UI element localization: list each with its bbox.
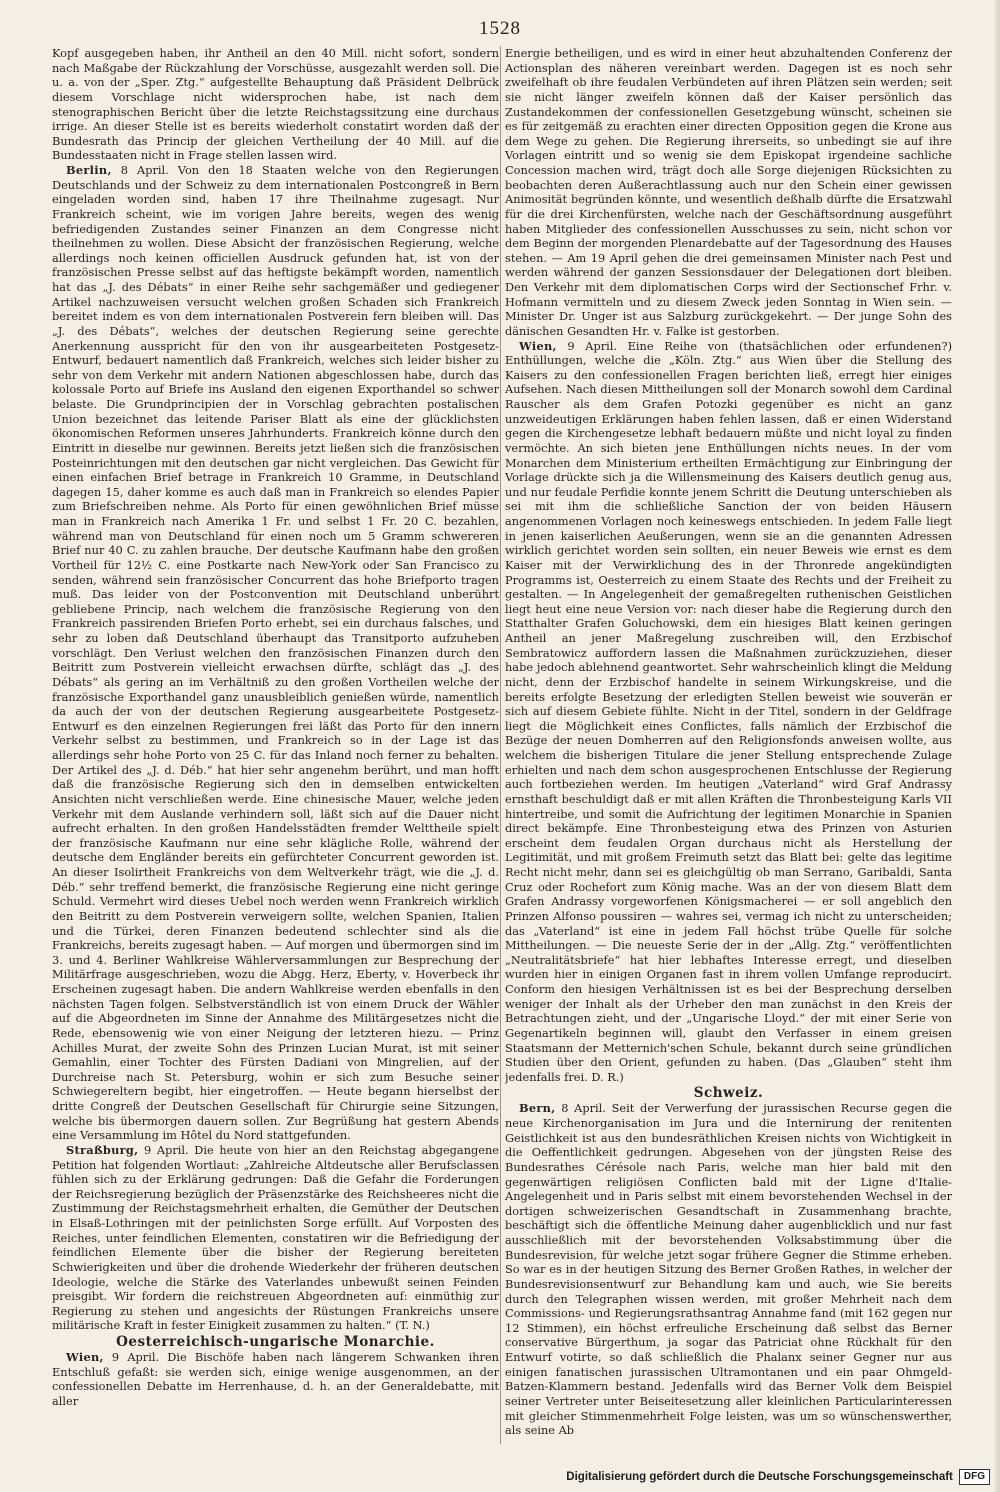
section-heading: Oesterreichisch-ungarische Monarchie. — [116, 1334, 435, 1350]
section-heading: Schweiz. — [693, 1085, 764, 1102]
article-paragraph: Kopf ausgegeben haben, ihr Antheil an den 40 Mill. nicht sofort, sondern nach Maßgabe der Rückzahlung der Vorschüsse, ausgezahlt werden soll. Die u. a. von der „Sper. Ztg.“ aufgestellte Behauptung daß Präsident Delbrück diesem Vorschlage nicht widersprochen habe, ist nach dem stenographischen Bericht über die letzte Reichstagssitzung eine durchaus irrige. An dieser Stelle ist es bereits wiederholt constatirt worden daß der Bundesrath das Princip der gleichen Vertheilung der 40 Mill. auf die Bundesstaaten nicht in Frage stellen lassen wird. — [52, 46, 499, 163]
dateline-place: Bern, — [519, 1101, 556, 1116]
dateline-place: Berlin, — [66, 163, 112, 177]
dateline-place: Straßburg, — [66, 1142, 139, 1157]
article-text: 9 April. Die heute von hier an den Reichstag abgegangene Petition hat folgenden Wortlaut: „Zahlreiche Altdeutsche aller Berufsclassen fühlen sich zu der Erklärung gedrungen: Daß die Gefahr die Forderungen der Reichsregierung bezüglich der Präsenzstärke des Reichsheeres nicht die Zustimmung der Reichstagsmehrheit erhalten, die Gemüther der Deutschen in Elsaß-Lothringen mit der peinlichsten Sorge erfüllt. Auf Vorposten des Reiches, unter feindlichen Elementen, constatiren wir die Befriedigung der feindlichen Elemente über die bisher der Regierung bereiteten Schwierigkeiten und über die drohende Wiederkehr der früheren deutschen Ideologie, welche die Stärke des Vaterlandes unbewußt seinen Feinden preisgibt. Wir fordern die reichstreuen Abgeordneten auf: einmüthig zur Regierung zu stehen und angesichts der Rüstungen Frankreichs unsere militärische Kraft in fester Einigkeit zusammen zu halten.“ (T. N.) — [52, 1142, 499, 1333]
dateline-place: Wien, — [66, 1350, 104, 1364]
article-paragraph — [52, 1143, 499, 1333]
dfg-logo: DFG — [959, 1469, 990, 1485]
article-paragraph — [505, 1101, 952, 1437]
page-number: 1528 — [479, 18, 521, 39]
article-text: 8 April. Von den 18 Staaten welche von den Regierungen Deutschlands und der Schweiz zu dem internationalen Postcongreß in Bern eingeladen worden sind, haben 17 ihre Theilnahme zugesagt. Nur Frankreich scheint, wie im vorigen Jahre bereits, wegen des wenig befriedigenden Zustandes seiner Finanzen an dem Congresse nicht theilnehmen zu wollen. Diese Absicht der französischen Regierung, welche allerdings noch keinen officiellen Ausdruck gefunden hat, ist von der französischen Presse selbst auf das heftigste bekämpft worden, namentlich hat das „J. des Débats“ in einer Reihe sehr sachgemäßer und gediegener Artikel nachzuweisen versucht welchen großen Schaden sich Frankreich bereitet indem es von dem internationalen Postverein fern bleiben will. Das „J. des Débats“, welches der deutschen Regierung seine gerechte Anerkennung ausspricht für den von ihr ausgearbeiteten Postgesetz-Entwurf, bedauert namentlich daß Frankreich, welches sich leider bisher zu sehr von dem Verkehr mit andern Nationen abgeschlossen habe, durch das kolossale Porto auf Briefe ins Ausland den eigenen Exporthandel so schwer belaste. Die Grundprincipien der in Vorschlag gebrachten postalischen Union bezeichnet das leitende Pariser Blatt als eine der glücklichsten ökonomischen Reformen unseres Jahrhunderts. Frankreich könne durch den Eintritt in dieselbe nur gewinnen. Bereits jetzt ließen sich die französischen Posteinrichtungen mit den deutschen gar nicht vergleichen. Das Gewicht für einen einfachen Brief betrage in Frankreich 10 Gramme, in Deutschland dagegen 15, daher komme es auch daß man in Frankreich so elendes Papier zum Briefschreiben nehme. Als Porto für einen gewöhnlichen Brief müsse man in Frankreich nach Amerika 1 Fr. und selbst 1 Fr. 20 C. bezahlen, während man von Deutschland für einen noch um 5 Gramm schwereren Brief nur 40 C. zu zahlen brauche. Der deutsche Kaufmann habe den großen Vortheil für 12½ C. eine Postkarte nach New-York oder San Francisco zu senden, während sein französischer Concurrent das hohe Briefporto tragen muß. Das leider von der Postconvention mit Deutschland unberührt gebliebene Princip, nach welchem die französische Regierung von den Frankreich passirenden Briefen Porto erhebt, sei ein durchaus falsches, und sehr zu loben daß Deutschland überhaupt das Transitporto aufzuheben vorschlägt. Den Verlust welchen den französischen Finanzen durch den Beitritt zum Postverein vielleicht erwachsen dürfte, schlägt das „J. des Débats“ als gering an im Verhältniß zu den großen Vortheilen welche der französische Exporthandel ganz unausbleiblich genießen würde, namentlich da auch der von der deutschen Regierung ausgearbeitete Postgesetz-Entwurf es den einzelnen Regierungen frei läßt das Porto für den innern Verkehr selbst zu bestimmen, und Frankreich so in der Lage ist das allerdings sehr hohe Porto von 25 C. für das Inland noch ferner zu behalten. Der Artikel des „J. d. Déb.“ hat hier sehr angenehm berührt, und man hofft daß die französische Regierung sich den in demselben entwickelten Ansichten nicht verschließen werde. Eine chinesische Mauer, welche jeden Verkehr mit dem Auslande verhindern soll, läßt sich auf die Dauer nicht aufrecht erhalten. In den großen Handelsstädten fremder Welttheile spielt der französische Kaufmann nur eine sehr klägliche Rolle, während der deutsche dem Engländer bereits ein gefürchteter Concurrent geworden ist. An dieser Isolirtheit Frankreichs von dem Weltverkehr trägt, wie die „J. d. Déb.“ sehr treffend bemerkt, die französische Regierung eine nicht geringe Schuld. Vermehrt wird dieses Uebel noch werden wenn Frankreich wirklich den Beitritt zu dem Postverein verweigern sollte, welchen Spanien, Italien und die Türkei, deren Finanzen bedeutend schlechter sind als die Frankreichs, bereits zugesagt haben. — Auf morgen und übermorgen sind im 3. und 4. Berliner Wahlkreise Wählerversammlungen zur Besprechung der Militärfrage ausgeschrieben, wozu die Abgg. Herz, Eberty, v. Hoverbeck ihr Erscheinen zugesagt haben. Die andern Wahlkreise werden ebenfalls in den nächsten Tagen folgen. Selbstverständlich ist von einem Druck der Wähler auf die Abgeordneten im Sinne der Annahme des Militärgesetzes nicht die Rede, ebensowenig wie von einer Neigung der letzteren hiezu. — Prinz Achilles Murat, der zweite Sohn des Prinzen Lucian Murat, ist mit seiner Gemahlin, einer Tochter des Fürsten Dadiani von Mingrelien, auf der Durchreise nach St. Petersburg, wohin er sich zum Besuche seiner Schwiegereltern begibt, hier eingetroffen. — Heute begann hierselbst der dritte Congreß der Deutschen Gesellschaft für Chirurgie seine Sitzungen, welche bis übermorgen dauern sollen. Zur Begrüßung hat gestern Abends eine Versammlung im Hôtel du Nord stattgefunden. — [52, 163, 499, 1143]
column-divider — [500, 46, 501, 1444]
footer-credit: Digitalisierung gefördert durch die Deutsche Forschungsgemeinschaft — [566, 1471, 953, 1483]
left-column — [52, 46, 499, 1444]
dateline-place: Wien, — [519, 338, 557, 353]
article-paragraph: Energie betheiligen, und es wird in einer heut abzuhaltenden Conferenz der Actionsplan des näheren vereinbart werden. Dagegen ist es noch sehr zweifelhaft ob ihre feudalen Verbündeten auf ihren Plätzen sein werden; seit sie nicht länger zweifeln können daß der Kaiser persönlich das Zustandekommen der confessionellen Gesetzgebung wünscht, scheinen sie es für zeitgemäß zu erachten einer directen Opposition gegen die Krone aus dem Wege zu gehen. Die Regierung ihrerseits, so unbedingt sie auf ihre Vorlagen eintritt und so wenig sie dem Episkopat irgendeine sachliche Concession machen wird, trägt doch alle Sorge diejenigen Rücksichten zu beobachten deren Außerachtlassung auch nur den Schein einer gewissen Animosität begründen könnte, und wesentlich deßhalb dürfte die Ersatzwahl für die drei Kirchenfürsten, welche nach der Geschäftsordnung ausgeführt haben Mitglieder des confessionellen Ausschusses zu sein, nicht schon vor dem Beginn der morgenden Plenardebatte auf der Tagesordnung des Hauses stehen. — Am 19 April gehen die drei gemeinsamen Minister nach Pest und werden während der ganzen Sessionsdauer der Delegationen dort bleiben. Den Verkehr mit dem diplomatischen Corps wird der Sectionschef Frhr. v. Hofmann vermitteln und zu diesem Zweck jeden Sonntag in Wien sein. — Minister Dr. Unger ist aus Salzburg zurückgekehrt. — Der junge Sohn des dänischen Gesandten Hr. v. Falke ist gestorben. — [505, 46, 952, 338]
article-paragraph — [52, 163, 499, 1143]
article-paragraph — [52, 1350, 499, 1409]
article-paragraph — [505, 339, 952, 1085]
article-text: 9 April. Eine Reihe von (thatsächlichen oder erfundenen?) Enthüllungen, welche die „Köln. Ztg.“ aus Wien über die Stellung des Kaisers zu den confessionellen Fragen berichten ließ, erregt hier einiges Aufsehen. Nach diesen Mittheilungen soll der Monarch sowohl dem Cardinal Rauscher als dem Grafen Potozki gegenüber es nicht an ganz unzweideutigen Erklärungen haben fehlen lassen, daß er einen Widerstand gegen die Kirchengesetze lebhaft bedauern müßte und nicht loyal zu finden vermöchte. An sich bieten jene Enthüllungen nichts neues. In der vom Monarchen dem Ministerium ertheilten Ermächtigung zur Einbringung der Vorlage drückte sich ja die Willensmeinung des Kaisers deutlich genug aus, und nur feudale Perfidie konnte jenem Schritt die Deutung unterschieben als sei mit ihm die schließliche Sanction der von beiden Häusern angenommenen Vorlagen noch keineswegs entschieden. In jedem Falle liegt in jenen kaiserlichen Aeußerungen, wenn sie an die genannten Adressen wirklich gerichtet worden sein sollten, ein neuer Beweis wie ernst es dem Kaiser mit der Verwirklichung des in der Thronrede angekündigten Programms ist, Oesterreich zu einem Staate des Rechts und der Freiheit zu gestalten. — In Angelegenheit der gemaßregelten ruthenischen Geistlichen liegt heut eine neue Version vor: nach dieser habe die Regierung durch den Statthalter Grafen Goluchowski, dem ein hiesiges Blatt keinen geringen Antheil an jener Maßregelung zuschreiben will, den Erzbischof Sembratowicz auffordern lassen die Maßnahmen zurückzuziehen, dieser habe jedoch ablehnend geantwortet. Sehr wahrscheinlich klingt die Meldung nicht, denn der Erzbischof handelte in seinem Wirkungskreise, und die bereits erfolgte Besetzung der erledigten Stellen beweist wie souverän er sich auf diesem Gebiete fühlte. Nicht in der Titel, sondern in der Geldfrage liegt die Möglichkeit eines Conflictes, falls nämlich der Erzbischof die Bezüge der neuen Domherren auf den Religionsfonds anweisen wollte, aus welchem die bisherigen Titulare die jener Stellung entsprechende Zulage erhielten und nach dem schon ausgesprochenen Entschlusse der Regierung auch fortbeziehen werden. Im heutigen „Vaterland“ wird Graf Andrassy ernsthaft beschuldigt daß er mit allen Kräften die Thronbesteigung Karls VII hintertreibe, und somit die Aufrichtung der legitimen Monarchie in Spanien direct bekämpfe. Eine Thronbesteigung etwa des Prinzen von Asturien erscheint dem feudalen Organ durchaus nicht als Herstellung der Legitimität, und mit großem Freimuth setzt das Blatt bei: gelte das legitime Recht nicht mehr, dann sei es gleichgültig ob man Serrano, Garibaldi, Santa Cruz oder Rochefort zum König mache. Was an der von diesem Blatt dem Grafen Andrassy vorgeworfenen Königsmacherei — er soll angeblich den Prinzen Alfonso poussiren — wahres sei, vermag ich nicht zu unterscheiden; das „Vaterland“ ist eine in jedem Fall höchst trübe Quelle für solche Mittheilungen. — Die neueste Serie der in der „Allg. Ztg.“ veröffentlichten „Neutralitätsbriefe“ hat hier lebhaftes Interesse erregt, und dieselben wurden hier in einigen Organen fast in ihrem vollen Umfange reproducirt. Conform den hiesigen Verhältnissen ist es bei der Besprechung derselben weniger der Inhalt als der Urheber den man zunächst in den Kreis der Betrachtungen zieht, und der „Ungarische Lloyd.“ der mit einer Serie von Gegenartikeln beginnen will, glaubt den Verfasser in einem greisen Staatsmann der Metternich'schen Schule, bekannt durch seine gründlichen Studien über den Orient, gefunden zu haben. (Das „Glauben“ steht ihm jedenfalls frei. D. R.) — [505, 338, 952, 1084]
article-text: 8 April. Seit der Verwerfung der jurassischen Recurse gegen die neue Kirchenorganisation im Jura und die Internirung der renitenten Geistlichkeit ist aus den bundesräthlichen Kreisen nichts von Wichtigkeit in die Oeffentlichkeit gedrungen. Abgesehen von der jüngsten Reise des Bundesrathes Cérésole nach Paris, welche man hier bald mit den gegenwärtigen religiösen Conflicten bald mit der Ligne d'Italie-Angelegenheit und in Paris selbst mit einem bevorstehenden Wechsel in der dortigen schweizerischen Gesandtschaft in Zusammenhang brachte, beschäftigt sich die öffentliche Meinung daher augenblicklich und nur fast ausschließlich mit der bevorstehenden Volksabstimmung über die Bundesrevision, für welche jetzt sogar frühere Gegner die Stimme erheben. So war es in der heutigen Sitzung des Berner Großen Rathes, in welcher der Bundesrevisionsentwurf zur Behandlung kam und auch, wie Sie bereits durch den Telegraphen wissen werden, mit großer Mehrheit nach dem Commissions- und Regierungsrathsantrag Annahme fand (mit 162 gegen nur 12 Stimmen), ein höchst erfreuliche Erscheinung daß selbst das Berner conservative Bürgerthum, ja sogar das Patriciat ohne Rückhalt für den Entwurf votirte, so daß schließlich die Phalanx seiner Gegner nur aus einigen fanatischen jurassischen Ultramontanen und ein paar Ohmgeld-Batzen-Klammern bestand. Jedenfalls wird das Berner Volk dem Beispiel seiner Vertreter unter Beiseitesetzung aller kleinlichen Particularinteressen mit gleicher Stimmenmehrheit Folge leisten, was um so wünschenswerther, als seine Ab — [505, 1101, 952, 1438]
scan-edge — [994, 0, 1000, 1492]
right-column — [505, 46, 952, 1444]
article-text: 9 April. Die Bischöfe haben nach längerem Schwanken ihren Entschluß gefaßt: sie werden sich, einige wenige ausgenommen, an der confessionellen Debatte im Herrenhause, d. h. an der Generaldebatte, mit aller — [52, 1350, 499, 1408]
footer — [566, 1466, 990, 1488]
